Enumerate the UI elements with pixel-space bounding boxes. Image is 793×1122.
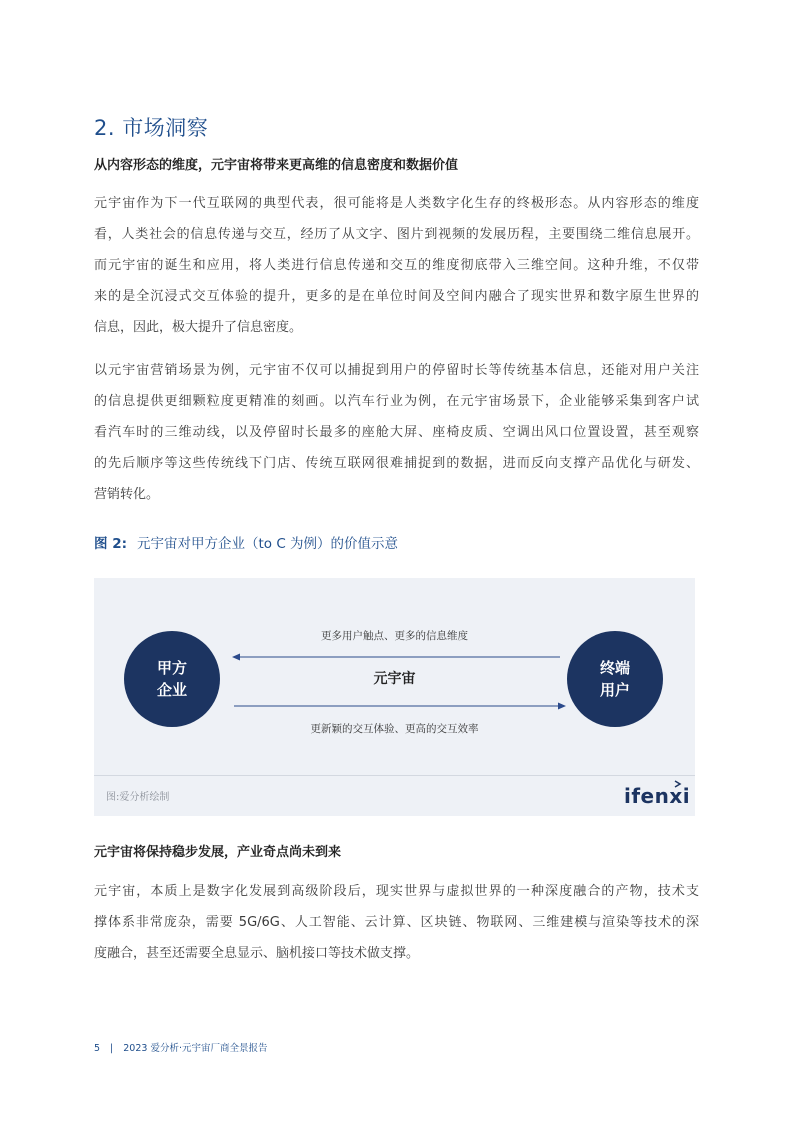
paragraph-line: 撑体系非常庞杂，需要 5G/6G、人工智能、云计算、区块链、物联网、三维建模与渲染等技术的深 (94, 915, 699, 930)
value-diagram (94, 578, 695, 816)
paragraph-marketing-example (94, 355, 699, 510)
paragraph-line: 看汽车时的三维动线，以及停留时长最多的座舱大屏、座椅皮质、空调出风口位置设置，甚至观察 (94, 425, 699, 440)
figure-source: 图:爱分析绘制 (106, 792, 170, 803)
paragraph-line: 而元宇宙的诞生和应用，将人类进行信息传递和交互的维度彻底带入三维空间。这种升维，不仅带 (94, 258, 699, 273)
figure-title: 元宇宙对甲方企业（to C 为例）的价值示意 (137, 536, 399, 552)
node-label-line: 甲方 (156, 659, 187, 677)
node-label-line: 用户 (599, 681, 630, 699)
subheading-content-dimension: 从内容形态的维度，元宇宙将带来更高维的信息密度和数据价值 (94, 158, 459, 173)
bottom-arrow-right-icon (234, 703, 566, 710)
top-arrow-left-icon (232, 654, 560, 661)
report-title: 2023 爱分析·元宇宙厂商全景报告 (123, 1043, 268, 1054)
paragraph-line: 看，人类社会的信息传递与交互，经历了从文字、图片到视频的发展历程，主要围绕二维信息展开。 (94, 227, 699, 242)
paragraph-line: 的信息提供更细颗粒度更精准的刻画。以汽车行业为例，在元宇宙场景下，企业能够采集到客户试 (94, 394, 699, 409)
top-arrow-label: 更多用户触点、更多的信息维度 (321, 630, 468, 642)
bottom-arrow-label: 更新颖的交互体验、更高的交互效率 (310, 723, 479, 735)
paragraph-line: 元宇宙，本质上是数字化发展到高级阶段后，现实世界与虚拟世界的一种深度融合的产物，技术支 (94, 884, 699, 899)
logo-text: ifenxi (624, 784, 691, 808)
center-label-metaverse: 元宇宙 (373, 671, 416, 687)
page-number: 5 (94, 1043, 101, 1054)
node-label-line: 终端 (599, 659, 630, 677)
footer-separator: | (110, 1043, 114, 1054)
paragraph-line: 以元宇宙营销场景为例，元宇宙不仅可以捕捉到用户的停留时长等传统基本信息，还能对用户关注 (94, 363, 699, 378)
subheading-steady-development: 元宇宙将保持稳步发展，产业奇点尚未到来 (94, 845, 342, 860)
paragraph-metaverse-definition (94, 188, 699, 343)
node-label-line: 企业 (156, 681, 187, 699)
paragraph-technology-stack (94, 876, 699, 969)
paragraph-line: 营销转化。 (94, 487, 160, 502)
ifenxi-logo (624, 784, 690, 808)
paragraph-line: 元宇宙作为下一代互联网的典型代表，很可能将是人类数字化生存的终极形态。从内容形态的维度 (94, 196, 699, 211)
logo-arrow-icon (674, 780, 682, 788)
figure-number: 图 2: (94, 536, 127, 552)
figure-caption (94, 532, 398, 552)
paragraph-line: 度融合，甚至还需要全息显示、脑机接口等技术做支撑。 (94, 946, 420, 961)
page-footer (94, 1040, 267, 1054)
node-enterprise (124, 631, 220, 727)
paragraph-line: 信息，因此，极大提升了信息密度。 (94, 320, 303, 335)
section-title: 2. 市场洞察 (94, 116, 209, 141)
figure-divider (94, 775, 695, 776)
paragraph-line: 的先后顺序等这些传统线下门店、传统互联网很难捕捉到的数据，进而反向支撑产品优化与研发、 (94, 456, 699, 471)
paragraph-line: 来的是全沉浸式交互体验的提升，更多的是在单位时间及空间内融合了现实世界和数字原生世界的 (94, 289, 699, 304)
node-end-user (567, 631, 663, 727)
